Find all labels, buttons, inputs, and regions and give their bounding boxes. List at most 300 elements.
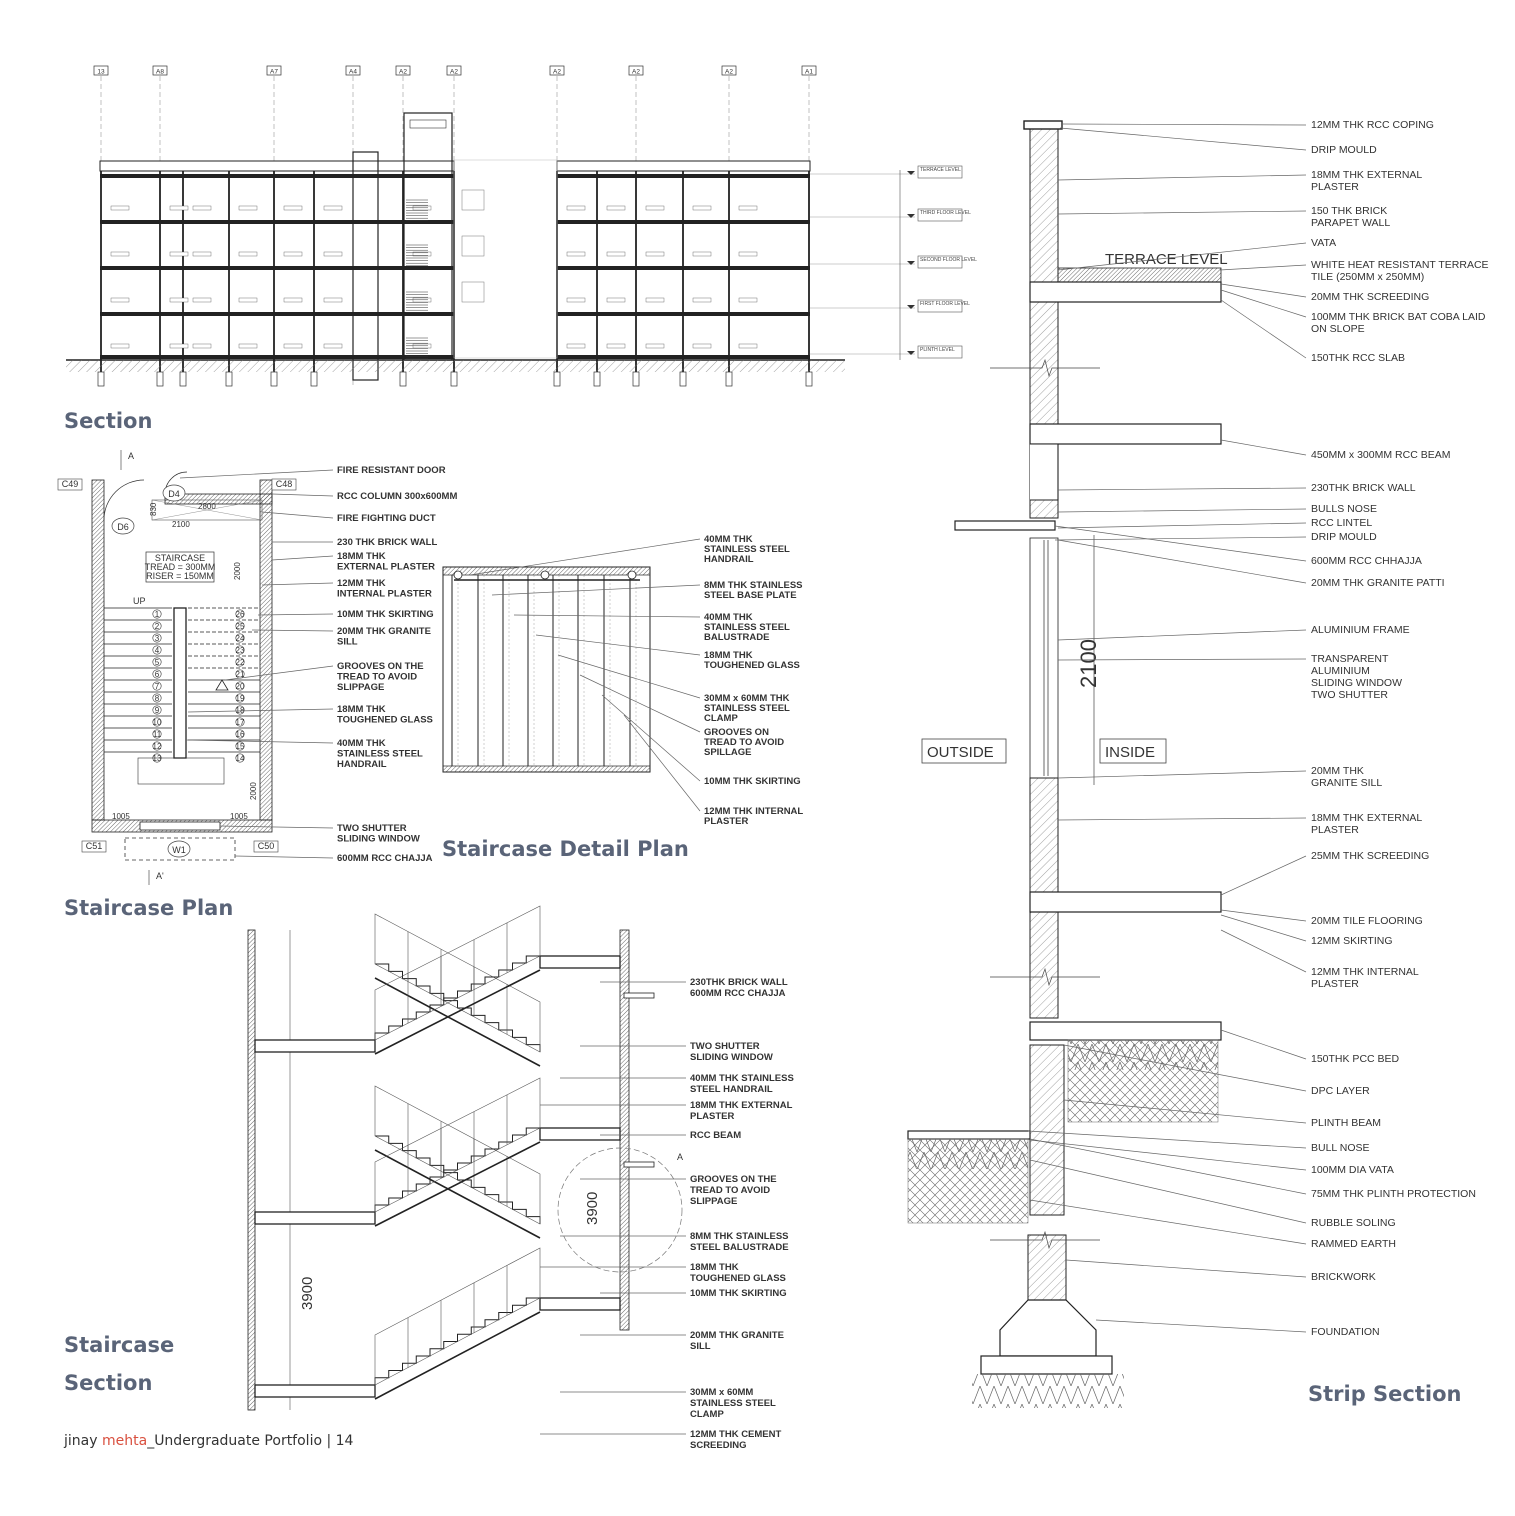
strip-note-line: 25MM THK SCREEDING [1311,850,1430,862]
plan-note-line: RCC COLUMN 300x600MM [337,491,458,502]
plan-note-leader [262,512,333,518]
stair-section-note-line: SLIPPAGE [690,1196,738,1207]
detail-note-line: STEEL BASE PLATE [704,590,797,601]
step-number: 23 [235,646,245,655]
strip-note-leader [1221,300,1306,358]
plan-note-line: 12MM THK [337,578,386,589]
parapet [557,161,810,171]
door-opening [193,252,211,256]
stair-section-note-line: 40MM THK STAINLESS [690,1073,794,1084]
plan-note-leader [272,556,333,560]
strip-note-line: DRIP MOULD [1311,531,1377,543]
footer-page-number: 14 [335,1433,354,1449]
glass-balustrade [375,1078,540,1212]
footer-last-name: mehta [101,1433,148,1449]
plan-note-leader [180,470,333,478]
glass-balustrade [375,1248,540,1385]
strip-note-leader [1221,440,1306,455]
strip-note-line: ALUMINIUM [1311,665,1370,677]
strip-note-line: 100MM DIA VATA [1311,1164,1394,1176]
plan-note-line: TREAD TO AVOID [337,671,418,683]
plan-note-leader [262,583,333,585]
strip-note-leader [1058,211,1306,214]
up-arrow-label: UP [133,596,146,606]
inside-label: INSIDE [1105,744,1156,761]
ground-hatch [66,360,845,372]
staircase-detail-plan-title: Staircase Detail Plan [442,837,689,861]
detail-note-line: 40MM THK [704,534,753,545]
strip-section-drawing [908,121,1228,1408]
door-swing-d6 [104,480,144,520]
floor-slab [100,355,454,359]
plan-note-line: TOUGHENED GLASS [337,714,433,726]
stair-landing [540,956,620,968]
elevation-window [462,190,484,210]
baluster-post [541,571,549,579]
footing [451,372,457,386]
rubble-soling [1068,1040,1218,1070]
foundation-pcc [981,1356,1112,1374]
strip-note-leader [1058,771,1306,778]
footing [400,372,406,386]
strip-note-leader [1058,488,1306,490]
door-opening [111,344,129,348]
strip-note-leader [1221,930,1306,972]
rcc-coping [1024,121,1062,129]
stair-section-note-line: 600MM RCC CHAJJA [690,988,786,999]
terrace-tile [1058,268,1221,282]
plinth-wall [1030,1045,1064,1215]
door-opening [693,252,711,256]
plan-note-line: SLIPPAGE [337,682,385,693]
chajja [624,993,654,998]
strip-note-line: 20MM THK SCREEDING [1311,291,1430,303]
grid-label: 13 [97,68,105,76]
stair-wall-right [620,930,629,1330]
stair-section-note-line: 18MM THK EXTERNAL [690,1100,793,1111]
plan-wall-left [92,480,104,820]
detail-note-line: 12MM THK INTERNAL [704,806,804,817]
plan-note-line: HANDRAIL [337,759,387,770]
step-number: 26 [235,610,245,619]
plan-note-line: 230 THK BRICK WALL [337,537,438,548]
stair-landing [255,1212,375,1224]
dimension-label: 3900 [299,1276,316,1310]
door-opening [284,298,302,302]
strip-note-leader [1030,1200,1306,1244]
chhajja [955,521,1055,530]
footer-portfolio-label: _Undergraduate Portfolio | [147,1433,336,1449]
level-marker [907,171,915,175]
door-opening [567,298,585,302]
dimension-label: 2800 [198,502,216,511]
footing [180,372,186,386]
grid-label: A2 [553,68,561,76]
stair-section-note-line: TWO SHUTTER [690,1041,760,1052]
plan-note-leader [235,856,333,858]
plan-note-line: INTERNAL PLASTER [337,588,432,600]
detail-note-line: CLAMP [704,713,738,724]
step-number: 14 [235,754,245,763]
strip-note-line: 12MM THK INTERNAL [1311,966,1419,978]
dimension-label: 1005 [230,812,248,821]
step-number: 6 [154,670,160,679]
section-mark-label: A [128,451,135,461]
room-label-line: RISER = 150MM [146,571,214,581]
detail-note-leader [514,615,700,617]
stair-section-note-line: 230THK BRICK WALL [690,977,788,988]
strip-note-line: 20MM THK [1311,765,1364,777]
baluster-post [454,571,462,579]
door-opening [284,252,302,256]
detail-note-line: TREAD TO AVOID [704,737,785,748]
footing [806,372,812,386]
door-opening [284,344,302,348]
strip-note-line: RCC LINTEL [1311,517,1373,529]
plan-note-line: 10MM THK SKIRTING [337,609,434,620]
grid-label: A1 [805,68,813,76]
step-number: 11 [152,730,162,739]
staircase-section-title-line2: Section [64,1371,153,1395]
room-label-line: STAIRCASE [154,553,206,563]
plan-note-line: 600MM RCC CHAJJA [337,853,433,864]
level-tag-label: PLINTH LEVEL [920,347,955,353]
foundation-footing [1000,1300,1096,1356]
brickwork [1028,1235,1066,1300]
step-number: 19 [235,694,245,703]
detail-callout-label: A [677,1152,684,1162]
stair-waist-slab [375,1312,540,1399]
strip-note-line: 18MM THK EXTERNAL [1311,169,1423,181]
door-opening [324,344,342,348]
staircase-section-drawing [248,906,683,1410]
detail-note-leader [492,585,700,595]
staircase-detail-plan-notes [470,534,803,827]
beam-drop [1030,444,1058,500]
strip-note-line: 230THK BRICK WALL [1311,482,1416,494]
floor-slab [1030,892,1221,912]
strip-note-line: DRIP MOULD [1311,144,1377,156]
strip-note-leader [1221,284,1306,297]
footer-first-name: jinay [64,1433,98,1449]
door-opening [170,344,188,348]
plinth-protection [908,1131,1030,1139]
strip-note-line: TILE (250MM x 250MM) [1311,271,1425,283]
step-number: 7 [154,682,160,691]
step-number: 15 [235,742,245,751]
door-opening [239,252,257,256]
strip-note-line: 450MM x 300MM RCC BEAM [1311,449,1451,461]
door-opening [607,206,625,210]
strip-note-line: 600MM RCC CHHAJJA [1311,555,1422,567]
plan-note-line: 40MM THK [337,738,386,749]
column-tag-label: C50 [257,841,275,851]
plan-note-line: FIRE FIGHTING DUCT [337,513,436,524]
step-number: 9 [154,706,160,715]
chajja [624,1162,654,1167]
strip-note-leader [1055,537,1306,540]
strip-note-leader [1062,124,1306,125]
staircase-detail-plan-drawing [443,567,650,772]
door-tag-label: D4 [168,489,180,499]
strip-note-leader [1221,1030,1306,1059]
door-opening [646,252,664,256]
strip-note-line: PLINTH BEAM [1311,1117,1382,1129]
plan-note-leader [272,494,333,496]
strip-note-leader [1055,526,1306,561]
strip-note-line: SLIDING WINDOW [1311,677,1402,689]
door-opening [324,206,342,210]
stair-section-note-line: TOUGHENED GLASS [690,1273,786,1284]
roof-slab [1030,282,1221,302]
strip-note-line: GRANITE SILL [1311,777,1383,789]
baluster-post [628,571,636,579]
strip-note-line: RUBBLE SOLING [1311,1217,1396,1229]
strip-note-line: 12MM SKIRTING [1311,935,1393,947]
stair-section-note-line: PLASTER [690,1111,735,1122]
footing [594,372,600,386]
strip-note-leader [1220,265,1306,270]
glass-balustrade [375,906,540,1040]
detail-note-leader [558,655,700,698]
door-opening [111,206,129,210]
strip-note-line: 100MM THK BRICK BAT COBA LAID [1311,311,1486,323]
door-opening [739,298,757,302]
strip-note-line: TWO SHUTTER [1311,689,1388,701]
door-opening [111,252,129,256]
strip-note-leader [1058,175,1306,180]
strip-note-line: BULLS NOSE [1311,503,1377,515]
door-opening [324,252,342,256]
strip-note-line: 150THK PCC BED [1311,1053,1400,1065]
landing [138,758,224,784]
door-opening [739,252,757,256]
section-title: Section [64,409,153,433]
window-tag-label: W1 [172,845,186,855]
strip-note-line: 150 THK BRICK [1311,205,1388,217]
strip-note-leader [1221,910,1306,921]
level-tag-label: TERRACE LEVEL [920,167,961,173]
footing [726,372,732,386]
plan-note-line: TWO SHUTTER [337,823,407,834]
elevation-window [462,236,484,256]
dimension-label: 1005 [112,812,130,821]
door-opening [239,206,257,210]
level-tag-label: SECOND FLOOR LEVEL [920,257,977,263]
plan-wall-right [260,480,272,820]
stair-section-note-line: STEEL HANDRAIL [690,1084,773,1095]
level-tag-label: THIRD FLOOR LEVEL [920,210,971,216]
elevation-panel [454,160,557,358]
tower-sign [410,120,446,128]
step-number: 20 [235,682,245,691]
detail-outline [443,567,650,772]
level-marker [907,305,915,309]
step-number: 25 [235,622,245,631]
door-opening [170,298,188,302]
stair-section-note-line: 8MM THK STAINLESS [690,1231,789,1242]
elevation-window [462,282,484,302]
strip-note-line: ON SLOPE [1311,323,1365,335]
door-opening [607,252,625,256]
footing [680,372,686,386]
strip-note-line: 20MM THK GRANITE PATTI [1311,577,1445,589]
ground-soling [908,1139,1028,1169]
stair-section-note-line: 18MM THK [690,1262,739,1273]
stair-landing [255,1040,375,1052]
door-opening [607,298,625,302]
stair-section-note-line: 20MM THK GRANITE [690,1330,784,1341]
grid-label: A7 [270,68,278,76]
door-opening [646,298,664,302]
detail-note-line: BALUSTRADE [704,632,770,643]
door-opening [567,206,585,210]
plan-note-line: FIRE RESISTANT DOOR [337,465,446,476]
staircase-section-notes [540,977,794,1451]
step-number: 22 [235,658,245,667]
floor-slab [100,220,454,224]
plan-note-leader [186,740,333,743]
strip-note-line: 75MM THK PLINTH PROTECTION [1311,1188,1476,1200]
staircase-section-title-line1: Staircase [64,1333,175,1357]
footing [98,372,104,386]
strip-note-leader [1030,1139,1306,1194]
strip-note-line: DPC LAYER [1311,1085,1370,1097]
plan-note-line: 18MM THK [337,551,386,562]
stair-section-note-line: GROOVES ON THE [690,1174,777,1185]
stair-section-note-line: STAINLESS STEEL [690,1398,776,1409]
strip-note-leader [1096,1320,1306,1332]
door-opening [111,298,129,302]
step-number: 24 [235,634,245,643]
strip-note-leader [1221,290,1306,317]
door-opening [324,298,342,302]
strip-note-leader [1058,818,1306,820]
step-number: 2 [154,622,160,631]
dimension-label: 830 [149,502,158,516]
detail-note-line: 8MM THK STAINLESS [704,580,803,591]
door-opening [739,344,757,348]
strip-note-leader [1058,630,1306,640]
strip-note-line: ALUMINIUM FRAME [1311,624,1410,636]
grid-label: A2 [450,68,458,76]
door-opening [193,298,211,302]
height-dimension-label: 2100 [1076,639,1101,688]
stair-section-note-line: CLAMP [690,1409,724,1420]
page-footer [64,1433,353,1449]
detail-note-line: 30MM x 60MM THK [704,693,790,704]
strip-note-line: PLASTER [1311,824,1359,836]
footing [226,372,232,386]
detail-note-line: TOUGHENED GLASS [704,660,800,671]
floor-slab [100,312,454,316]
door-opening [193,344,211,348]
step-number: 4 [154,646,160,655]
level-marker [907,351,915,355]
strip-section-title: Strip Section [1308,1382,1462,1406]
footing [311,372,317,386]
door-opening [646,344,664,348]
plan-note-line: STAINLESS STEEL [337,748,423,760]
step-number: 3 [154,634,160,643]
column-tag-label: C48 [275,479,293,489]
plan-note-line: 18MM THK [337,704,386,715]
pcc-bed [1030,1022,1221,1040]
step-number: 8 [154,694,160,703]
strip-note-line: PLASTER [1311,181,1359,193]
step-number: 13 [152,754,162,763]
stair-section-note-line: SCREEDING [690,1440,747,1451]
plan-note-line: EXTERNAL PLASTER [337,561,436,573]
door-tag-label: D6 [117,522,129,532]
grid-label: A8 [156,68,164,76]
detail-note-leader [624,715,700,811]
plan-note-line: GROOVES ON THE [337,661,424,672]
step-number: 10 [152,718,162,727]
door-opening [170,206,188,210]
stair-waist-slab [375,970,540,1054]
level-marker [907,261,915,265]
dimension-label: 3900 [584,1191,601,1225]
stair-waist-slab [375,1142,540,1226]
dimension-label: 2100 [172,520,190,529]
stair-landing [255,1385,375,1397]
stair-wall-left [248,930,255,1410]
step-number: 5 [154,658,160,667]
strip-note-leader [1221,856,1306,895]
door-opening [646,206,664,210]
strip-note-line: PLASTER [1311,978,1359,990]
door-opening [193,206,211,210]
door-opening [693,206,711,210]
door-opening [607,344,625,348]
detail-note-leader [580,675,700,732]
step-number: 17 [235,718,245,727]
terrace-level-label: TERRACE LEVEL [1105,251,1228,268]
dimension-label: 2000 [249,782,258,800]
strip-note-line: 12MM THK RCC COPING [1311,119,1434,131]
outside-label: OUTSIDE [927,744,994,761]
grid-label: A2 [725,68,733,76]
step-number: 18 [235,706,245,715]
step-number: 1 [154,610,160,619]
strip-note-line: 18MM THK EXTERNAL [1311,812,1423,824]
plan-handrail [174,608,186,758]
staircase-plan-drawing [58,450,296,885]
strip-note-leader [1060,128,1306,150]
grid-label: A2 [632,68,640,76]
detail-note-line: STAINLESS STEEL [704,544,790,555]
staircase-plan-title: Staircase Plan [64,896,234,920]
door-opening [567,252,585,256]
grid-label: A2 [399,68,407,76]
detail-wall-bottom [443,766,650,772]
detail-note-line: 10MM THK SKIRTING [704,776,801,787]
stair-section-note-line: SILL [690,1341,711,1352]
door-opening [170,252,188,256]
stair-landing [540,1128,620,1140]
door-opening [739,206,757,210]
stair-tower [404,113,452,360]
strip-note-line: WHITE HEAT RESISTANT TERRACE [1311,259,1489,271]
detail-note-line: GROOVES ON [704,727,769,738]
detail-note-line: 18MM THK [704,650,753,661]
column-tag-label: C51 [85,841,103,851]
foundation-soling [972,1374,1124,1408]
detail-note-line: STAINLESS STEEL [704,703,790,714]
plan-window [140,822,220,830]
section-marker [216,680,228,690]
